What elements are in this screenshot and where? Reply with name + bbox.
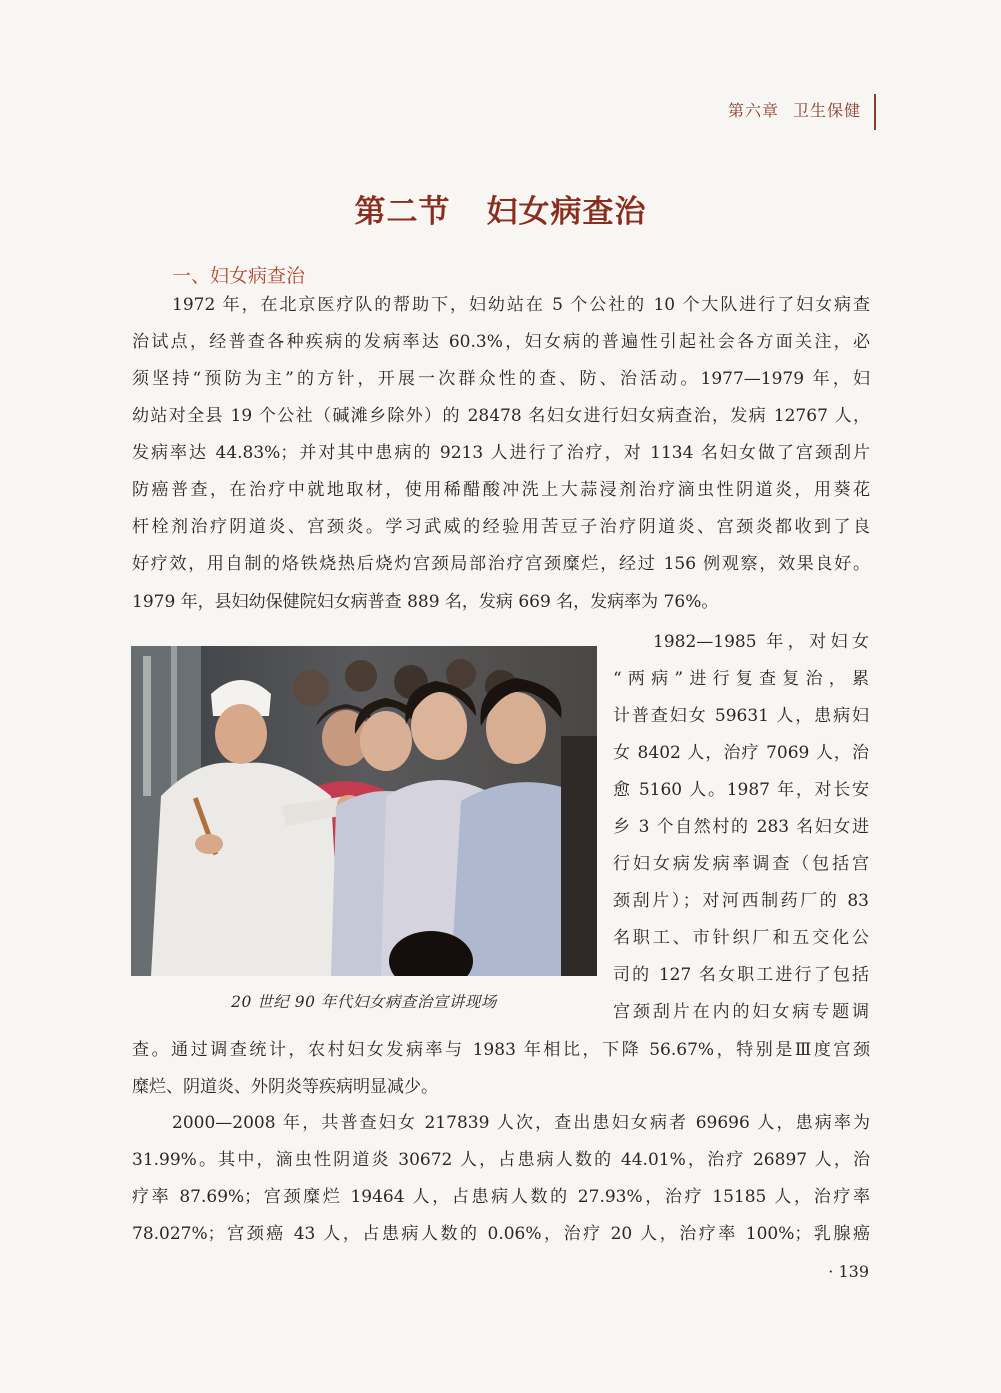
paragraph-line: 女 8402 人，治疗 7069 人，治 bbox=[613, 743, 869, 763]
paragraph-line: 发病率达 44.83%；并对其中患病的 9213 人进行了治疗，对 1134 名妇女做了宫颈刮片 bbox=[132, 443, 870, 463]
paragraph-line: 查。通过调查统计，农村妇女发病率与 1983 年相比，下降 56.67%，特别是Ⅲ度宫颈 bbox=[132, 1040, 870, 1060]
paragraph-line: 疗率 87.69%；宫颈糜烂 19464 人，占患病人数的 27.93%，治疗 15185 人，治疗率 bbox=[132, 1187, 870, 1207]
paragraph-line: 名职工、市针织厂和五交化公 bbox=[613, 928, 869, 948]
paragraph-line: 糜烂、阴道炎、外阴炎等疾病明显减少。 bbox=[132, 1077, 438, 1097]
paragraph-line: 31.99%。其中，滴虫性阴道炎 30672 人，占患病人数的 44.01%，治疗 26897 人，治 bbox=[132, 1150, 870, 1170]
paragraph-line: 2000—2008 年，共普查妇女 217839 人次，查出患妇女病者 69696 人，患病率为 bbox=[172, 1113, 870, 1133]
photo-caption: 20 世纪 90 年代妇女病查治宣讲现场 bbox=[231, 993, 497, 1011]
paragraph-line: 颈刮片）；对河西制药厂的 83 bbox=[613, 891, 869, 911]
paragraph-line: 1972 年，在北京医疗队的帮助下，妇幼站在 5 个公社的 10 个大队进行了妇女病查 bbox=[172, 295, 870, 315]
paragraph-line: 乡 3 个自然村的 283 名妇女进 bbox=[613, 817, 869, 837]
running-head bbox=[728, 98, 861, 121]
section-title bbox=[0, 186, 1001, 231]
paragraph-line: 司的 127 名女职工进行了包括 bbox=[613, 965, 869, 985]
header-rule bbox=[874, 94, 876, 130]
paragraph-line: 行妇女病发病率调查（包括宫 bbox=[613, 854, 869, 874]
paragraph-line: 愈 5160 人。1987 年，对长安 bbox=[613, 780, 869, 800]
paragraph-line: 杆栓剂治疗阴道炎、宫颈炎。学习武威的经验用苦豆子治疗阴道炎、宫颈炎都收到了良 bbox=[132, 517, 870, 537]
paragraph-line: 治试点，经普查各种疾病的发病率达 60.3%，妇女病的普遍性引起社会各方面关注，必 bbox=[132, 332, 870, 352]
paragraph-line: 1979 年，县妇幼保健院妇女病普查 889 名，发病 669 名，发病率为 76%。 bbox=[132, 592, 719, 612]
section-number: 第二节 bbox=[354, 194, 451, 230]
chapter-title: 卫生保健 bbox=[792, 101, 861, 120]
paragraph-line: 好疗效，用自制的烙铁烧热后烧灼宫颈局部治疗宫颈糜烂，经过 156 例观察，效果良好。 bbox=[132, 554, 870, 574]
page-number: · 139 bbox=[828, 1262, 869, 1281]
paragraph-line: “两病”进行复查复治，累 bbox=[613, 669, 869, 689]
paragraph-line: 防癌普查，在治疗中就地取材，使用稀醋酸冲洗上大蒜浸剂治疗滴虫性阴道炎，用葵花 bbox=[132, 480, 870, 500]
subheading: 一、妇女病查治 bbox=[172, 265, 306, 287]
paragraph-line: 幼站对全县 19 个公社（碱滩乡除外）的 28478 名妇女进行妇女病查治，发病 12767 人， bbox=[132, 406, 870, 426]
paragraph-line: 计普查妇女 59631 人，患病妇 bbox=[613, 706, 869, 726]
paragraph-line: 宫颈刮片在内的妇女病专题调 bbox=[613, 1002, 869, 1022]
paragraph-line: 1982—1985 年，对妇女 bbox=[653, 632, 869, 652]
section-name: 妇女病查治 bbox=[486, 194, 647, 230]
photo-screening-lecture bbox=[131, 646, 597, 976]
paragraph-line: 78.027%；宫颈癌 43 人，占患病人数的 0.06%，治疗 20 人，治疗率 100%；乳腺癌 bbox=[132, 1224, 870, 1244]
paragraph-line: 须坚持“预防为主”的方针，开展一次群众性的查、防、治活动。1977—1979 年，妇 bbox=[132, 369, 870, 389]
chapter-number: 第六章 bbox=[727, 101, 779, 120]
